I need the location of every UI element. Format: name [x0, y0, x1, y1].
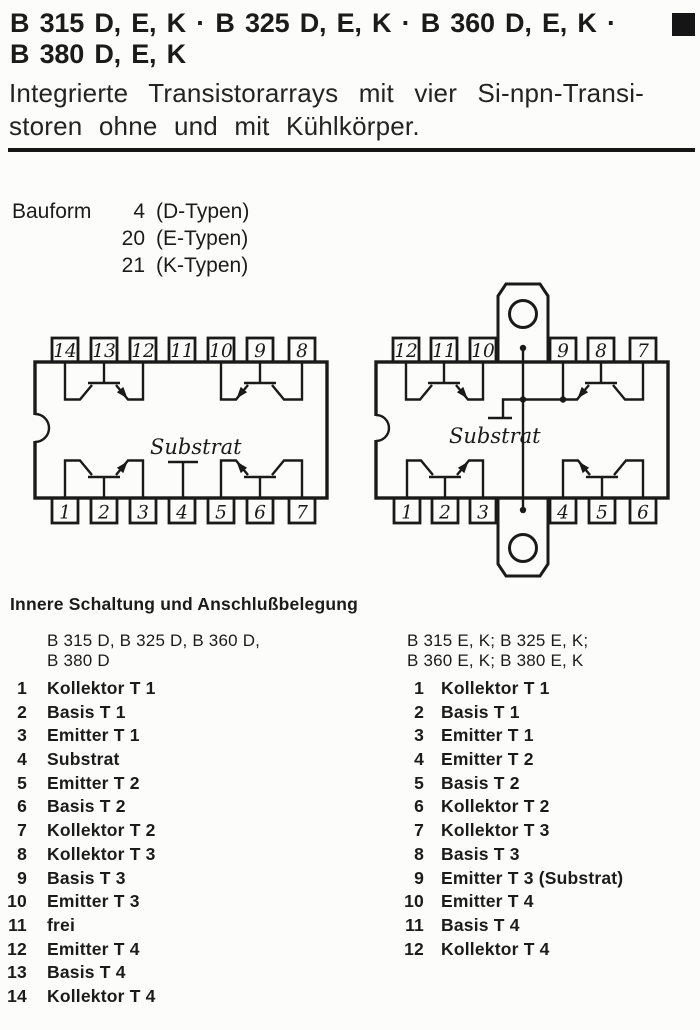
pin-label: frei [47, 914, 76, 935]
bauform-label: Bauform [12, 200, 92, 223]
pin-number: 9 [17, 867, 27, 888]
pin-label: Kollektor T 1 [47, 678, 156, 698]
pin-label: Emitter T 1 [47, 725, 140, 746]
pin-number-label: 11 [170, 341, 194, 362]
dip14-bottom-pin-row [52, 498, 315, 524]
pin-number-label: 14 [53, 341, 77, 362]
transistor-symbol [65, 362, 143, 400]
dip14-package [33, 338, 327, 524]
bauform-number: 21 [121, 254, 145, 277]
junction-dot [520, 396, 526, 402]
pin-number: 9 [414, 867, 424, 888]
transistor-t3 [563, 362, 643, 400]
pin-label: Emitter T 3 (Substrat) [441, 867, 624, 888]
mounting-hole-top [510, 301, 537, 328]
header-line-1: B 315 D, B 325 D, B 360 D, [47, 631, 261, 650]
subtitle-line-1: Integrierte Transistorarrays mit vier Si-npn-Transi- [9, 78, 645, 108]
pin-label: Basis T 4 [441, 914, 520, 935]
bauform-text: (D-Typen) [156, 200, 250, 223]
pin-number-label: 2 [439, 502, 451, 524]
pin-row [398, 773, 698, 797]
junction-dot [520, 345, 526, 351]
bauform-block [12, 198, 249, 279]
left-pin-list [0, 678, 370, 1010]
pin-number: 8 [17, 843, 27, 864]
pin-number: 4 [414, 749, 424, 770]
pin-number: 4 [17, 749, 27, 770]
dip12-heatsink-package [374, 284, 668, 576]
pin-row [0, 702, 370, 726]
pin-row [398, 820, 698, 844]
pin-label: Basis T 3 [47, 867, 126, 888]
pin-row [0, 773, 370, 797]
pin-number-label: 6 [254, 502, 266, 524]
pin-number: 6 [17, 796, 27, 817]
pin-number: 1 [17, 678, 27, 698]
pin-number-label: 7 [296, 502, 308, 524]
pin-label: Emitter T 2 [47, 772, 140, 793]
pin-row [0, 939, 370, 963]
transistor-symbol [563, 362, 643, 400]
pin-number-label: 10 [471, 341, 495, 362]
transistor-symbol [407, 461, 483, 499]
pin-label: Kollektor T 2 [47, 820, 156, 841]
pin-number-label: 9 [254, 341, 266, 362]
substrate-symbol [488, 400, 563, 419]
bauform-text: (E-Typen) [156, 227, 249, 250]
pin-row [0, 986, 370, 1010]
pin-label: Kollektor T 1 [441, 678, 550, 698]
pin-row [0, 725, 370, 749]
transistor-t2 [563, 461, 643, 499]
subtitle-line-2: storen ohne und mit Kühlkörper. [9, 111, 420, 141]
pinout-diagrams [0, 278, 700, 585]
bauform-number: 20 [121, 227, 145, 250]
pin-number: 5 [17, 772, 27, 793]
pin-row [398, 796, 698, 820]
pin-row [0, 844, 370, 868]
header-line-1: B 315 E, K; B 325 E, K; [407, 631, 589, 650]
pin-number-label: 1 [59, 502, 71, 524]
substrate-label: Substrat [449, 424, 541, 448]
pin-row [0, 915, 370, 939]
transistor-t4 [406, 362, 483, 400]
pin-number: 1 [414, 678, 424, 698]
left-column-header [47, 631, 260, 670]
right-column-header [407, 631, 588, 670]
title-line-1: B 315 D, E, K · B 325 D, E, K · B 360 D, E, K · [10, 8, 616, 38]
bauform-text: (K-Typen) [156, 254, 249, 277]
pin-number-label: 2 [98, 502, 110, 524]
mounting-hole-bottom [510, 535, 537, 562]
transistor-symbol [65, 461, 143, 499]
bauform-entries [115, 198, 249, 279]
pin-number-label: 9 [557, 341, 569, 362]
pin-number: 5 [414, 772, 424, 793]
pin-number-label: 11 [432, 341, 456, 362]
pin-number-label: 4 [176, 502, 188, 524]
transistor-t1 [65, 461, 143, 499]
transistor-symbol [221, 362, 302, 400]
pin-number-label: 4 [557, 502, 569, 524]
pin-number: 6 [414, 796, 424, 817]
header-line-2: B 360 E, K; B 380 E, K [407, 650, 584, 670]
pin-label: Kollektor T 3 [47, 843, 156, 864]
pin-label: Emitter T 4 [47, 938, 140, 959]
pin-row [398, 844, 698, 868]
pin-number-label: 13 [92, 341, 116, 362]
pin-row [398, 891, 698, 915]
pin-number-label: 3 [137, 502, 149, 524]
pin-number: 7 [17, 820, 27, 841]
pin-number-label: 8 [296, 341, 308, 362]
bauform-entry [115, 225, 249, 252]
pin-label: Basis T 2 [441, 772, 520, 793]
bauform-entry [115, 252, 249, 279]
pin-label: Basis T 3 [441, 843, 520, 864]
dip14-notch-mask [33, 415, 38, 441]
pin-number: 11 [8, 914, 27, 935]
transistor-symbol [563, 461, 643, 499]
pin-number: 14 [7, 985, 27, 1006]
transistor-symbol [221, 461, 302, 499]
pin-number: 8 [414, 843, 424, 864]
pin-label: Basis T 4 [47, 962, 126, 983]
pin-label: Substrat [47, 749, 120, 770]
pin-row [398, 678, 698, 702]
pin-row [0, 868, 370, 892]
pin-label: Kollektor T 4 [441, 938, 550, 959]
pin-row [0, 962, 370, 986]
pin-number-label: 1 [401, 502, 413, 524]
pin-row [0, 820, 370, 844]
transistor-t1 [407, 461, 483, 499]
pin-row [0, 678, 370, 702]
pin-number-label: 8 [595, 341, 607, 362]
transistor-t4 [65, 362, 143, 400]
horizontal-rule [8, 148, 695, 152]
pin-number-label: 5 [596, 502, 608, 524]
transistor-symbol [406, 362, 483, 400]
pin-label: Kollektor T 2 [441, 796, 550, 817]
pin-row [398, 915, 698, 939]
pin-number-label: 12 [394, 341, 418, 362]
dip12-notch-mask [374, 416, 379, 440]
pin-row [0, 891, 370, 915]
pin-label: Emitter T 1 [441, 725, 534, 746]
right-pin-list [398, 678, 698, 962]
dip14-body [35, 362, 327, 498]
pin-number: 10 [7, 891, 27, 912]
bauform-entry [115, 198, 249, 225]
pin-number: 12 [404, 938, 424, 959]
pin-row [398, 702, 698, 726]
pin-number: 12 [7, 938, 27, 959]
pin-row [0, 749, 370, 773]
substrate-symbol [168, 462, 198, 498]
pin-label: Basis T 2 [47, 796, 126, 817]
bauform-number: 4 [133, 200, 145, 223]
pin-number-label: 3 [477, 502, 489, 524]
pin-number: 10 [404, 891, 424, 912]
pin-number: 7 [414, 820, 424, 841]
pin-label: Kollektor T 3 [441, 820, 550, 841]
pin-number-label: 5 [215, 502, 227, 524]
pin-label: Basis T 1 [47, 701, 126, 722]
pin-number: 3 [414, 725, 424, 746]
pin-label: Emitter T 2 [441, 749, 534, 770]
pin-number-label: 6 [637, 502, 649, 524]
page-subtitle [9, 77, 644, 143]
pin-row [398, 725, 698, 749]
pin-row [398, 868, 698, 892]
pin-label: Emitter T 3 [47, 891, 140, 912]
pin-number-label: 10 [209, 341, 233, 362]
junction-dot [520, 507, 526, 513]
pin-number-label: 12 [131, 341, 155, 362]
pin-number: 2 [17, 701, 27, 722]
pin-number: 13 [7, 962, 27, 983]
substrate-label: Substrat [150, 435, 242, 459]
pin-number-label: 7 [637, 341, 649, 362]
pin-label: Basis T 1 [441, 701, 520, 722]
pin-number: 2 [414, 701, 424, 722]
pin-label: Kollektor T 4 [47, 985, 156, 1006]
page-corner-marker [672, 13, 695, 36]
dip14-top-pin-row [52, 338, 315, 362]
transistor-t3 [221, 362, 302, 400]
pin-number: 3 [17, 725, 27, 746]
page-title [10, 8, 616, 70]
header-line-2: B 380 D [47, 650, 110, 670]
pin-row [398, 939, 698, 963]
pin-number: 11 [405, 914, 424, 935]
transistor-t2 [221, 461, 302, 499]
pin-row [398, 749, 698, 773]
title-line-2: B 380 D, E, K [10, 39, 186, 69]
pin-row [0, 796, 370, 820]
section-heading: Innere Schaltung und Anschlußbelegung [10, 594, 359, 614]
pin-label: Emitter T 4 [441, 891, 534, 912]
